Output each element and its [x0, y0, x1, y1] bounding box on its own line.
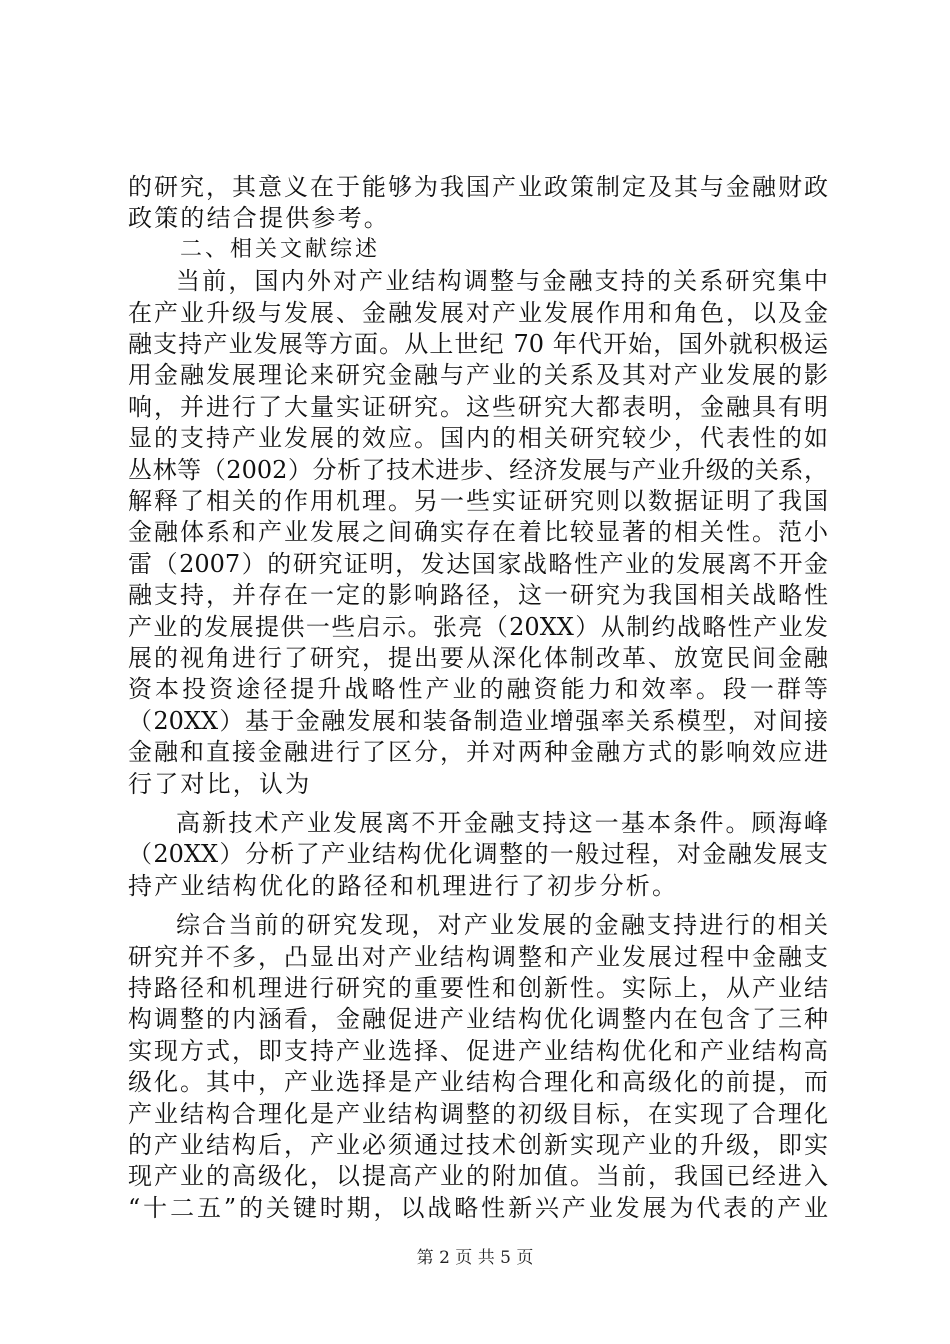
text-line-25: 研究并不多，凸显出对产业结构调整和产业发展过程中金融支	[128, 943, 828, 971]
text-line-12: 金融体系和产业发展之间确实存在着比较显著的相关性。范小	[128, 518, 828, 546]
text-line-32: 现产业的高级化，以提高产业的附加值。当前，我国已经进入	[128, 1162, 828, 1190]
text-line-1: 的研究，其意义在于能够为我国产业政策制定及其与金融财政	[128, 173, 828, 201]
text-line-13: 雷（2007）的研究证明，发达国家战略性产业的发展离不开金	[128, 550, 828, 578]
text-line-30: 产业结构合理化是产业结构调整的初级目标，在实现了合理化	[128, 1100, 828, 1128]
text-line-17: 资本投资途径提升战略性产业的融资能力和效率。段一群等	[128, 675, 828, 703]
page-footer: 第 2 页 共 5 页	[416, 1248, 534, 1268]
text-line-14: 融支持，并存在一定的影响路径，这一研究为我国相关战略性	[128, 581, 828, 609]
text-line-20: 行了对比，认为	[128, 770, 312, 798]
text-line-27: 构调整的内涵看，金融促进产业结构优化调整内在包含了三种	[128, 1005, 828, 1033]
text-line-28: 实现方式，即支持产业选择、促进产业结构优化和产业结构高	[128, 1037, 828, 1065]
text-line-22: （20XX）分析了产业结构优化调整的一般过程，对金融发展支	[128, 840, 828, 868]
text-line-8: 响，并进行了大量实证研究。这些研究大都表明，金融具有明	[128, 393, 828, 421]
text-line-29: 级化。其中，产业选择是产业结构合理化和高级化的前提，而	[128, 1068, 828, 1096]
text-line-26: 持路径和机理进行研究的重要性和创新性。实际上，从产业结	[128, 974, 828, 1002]
text-line-19: 金融和直接金融进行了区分，并对两种金融方式的影响效应进	[128, 738, 828, 766]
text-line-23: 持产业结构优化的路径和机理进行了初步分析。	[128, 872, 679, 900]
text-line-11: 解释了相关的作用机理。另一些实证研究则以数据证明了我国	[128, 487, 828, 515]
text-line-10: 丛林等（2002）分析了技术进步、经济发展与产业升级的关系，	[128, 456, 828, 484]
text-line-31: 的产业结构后，产业必须通过技术创新实现产业的升级，即实	[128, 1131, 828, 1159]
text-line-16: 展的视角进行了研究，提出要从深化体制改革、放宽民间金融	[128, 644, 828, 672]
text-line-15: 产业的发展提供一些启示。张亮（20XX）从制约战略性产业发	[128, 613, 828, 641]
text-line-2: 政策的结合提供参考。	[128, 204, 390, 232]
text-line-4: 当前，国内外对产业结构调整与金融支持的关系研究集中	[176, 267, 828, 295]
text-line-9: 显的支持产业发展的效应。国内的相关研究较少，代表性的如	[128, 424, 828, 452]
text-line-6: 融支持产业发展等方面。从上世纪 70 年代开始，国外就积极运	[128, 330, 828, 358]
text-line-24: 综合当前的研究发现，对产业发展的金融支持进行的相关	[176, 911, 828, 939]
text-line-7: 用金融发展理论来研究金融与产业的关系及其对产业发展的影	[128, 361, 828, 389]
text-line-5: 在产业升级与发展、金融发展对产业发展作用和角色，以及金	[128, 299, 828, 327]
text-line-21: 高新技术产业发展离不开金融支持这一基本条件。顾海峰	[176, 809, 828, 837]
section-heading: 二、相关文献综述	[180, 237, 381, 262]
text-line-33: “十二五”的关键时期，以战略性新兴产业发展为代表的产业	[128, 1194, 828, 1222]
text-line-18: （20XX）基于金融发展和装备制造业增强率关系模型，对间接	[128, 707, 828, 735]
